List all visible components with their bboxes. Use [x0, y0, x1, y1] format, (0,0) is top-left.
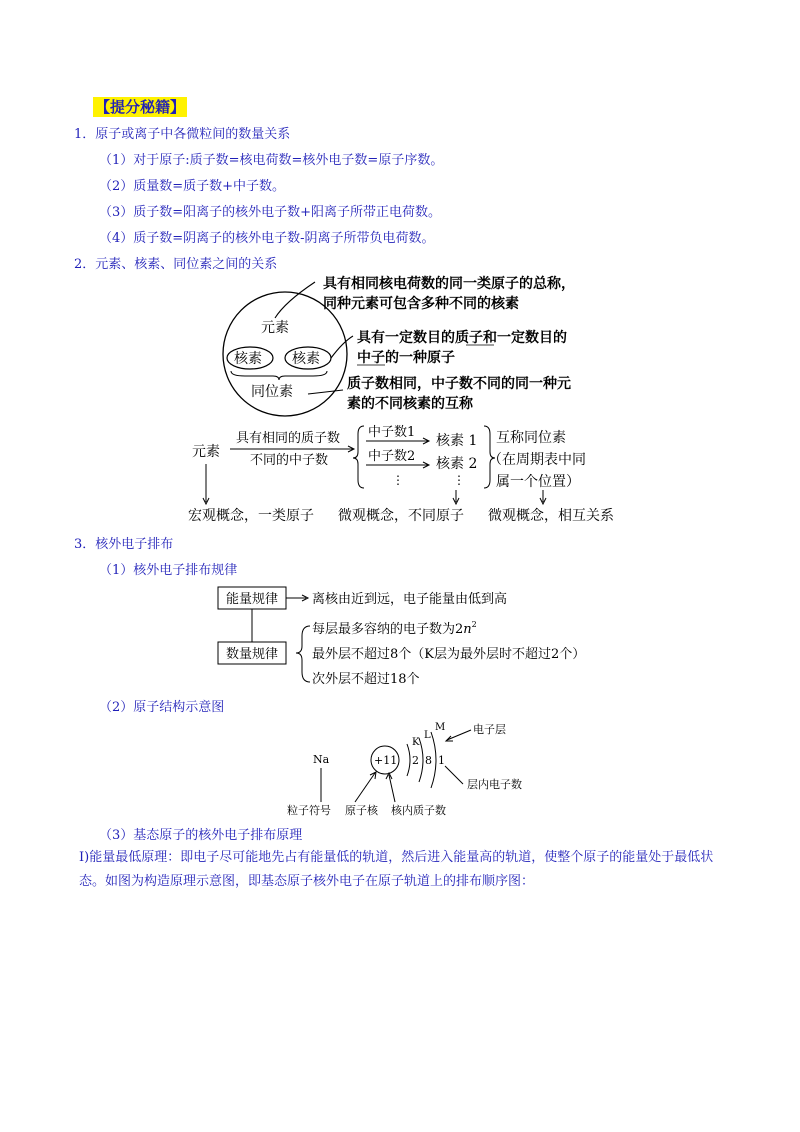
def-tws-line2: 素的不同核素的互称	[347, 396, 473, 412]
atom-symbol: Na	[313, 753, 330, 766]
d2-bottom-2: 微观概念，不同原子	[338, 508, 464, 524]
section3-paragraph: Ⅰ)能量最低原理：即电子尽可能地先占有能量低的轨道，然后进入能量高的轨道，使整个原子的能量处于最低状态。如图为构造原理示意图，即基态原子核外电子在原子轨道上的排布顺序图：	[79, 850, 714, 889]
def-tws-line1: 质子数相同，中子数不同的同一种元	[347, 376, 571, 392]
rule-q2: 最外层不超过8个（K层为最外层时不超过2个）	[312, 647, 586, 662]
d2-yuansu: 元素	[192, 444, 220, 460]
d2-mutual-3: 属一个位置）	[496, 474, 580, 490]
d2-n2: 中子数2	[368, 449, 416, 464]
section2-heading: 2．元素、核素、同位素之间的关系	[74, 257, 278, 272]
section3-sub1: （1）核外电子排布规律	[99, 563, 238, 578]
label-tongweisu: 同位素	[251, 384, 293, 400]
svg-text:每层最多容纳的电子数为2n2	[312, 620, 477, 637]
atom-e1: 2	[412, 754, 419, 767]
def-yuansu-line1: 具有相同核电荷数的同一类原子的总称，	[323, 276, 575, 292]
atom-label-nucleus: 原子核	[345, 804, 378, 817]
atom-structure-diagram	[285, 718, 545, 818]
section3-sub2: （2）原子结构示意图	[99, 700, 225, 715]
rule-energy-text: 离核由近到远，电子能量由低到高	[312, 592, 508, 607]
atom-nucleus: +11	[374, 754, 398, 767]
def-hesu-line1: 具有一定数目的质子和一定数目的	[357, 330, 567, 346]
section3-heading: 3．核外电子排布	[74, 537, 174, 552]
d2-dots-1: ⋮	[392, 473, 404, 487]
d2-mutual-1: 互称同位素	[496, 430, 566, 446]
d2-arrow-bottom: 不同的中子数	[250, 453, 329, 468]
section-title: 【提分秘籍】	[95, 98, 186, 116]
atom-shell-L: L	[424, 730, 431, 741]
section1-heading: 1．原子或离子中各微粒间的数量关系	[74, 127, 291, 142]
d2-bottom-3: 微观概念，相互关系	[488, 508, 614, 524]
def-hesu-line2: 中子的一种原子	[357, 350, 455, 366]
atom-shell-K: K	[412, 737, 420, 748]
rule-q1-exp: 2	[471, 620, 477, 629]
d2-dots-2: ⋮	[453, 473, 465, 487]
d2-n1: 中子数1	[368, 425, 416, 440]
atom-label-protons: 核内质子数	[391, 804, 446, 817]
label-hesu-1: 核素	[234, 351, 262, 367]
d2-hs1: 核素 1	[436, 433, 478, 449]
element-to-nuclide-diagram	[188, 422, 638, 527]
d2-mutual-2: （在周期表中同	[488, 452, 586, 468]
section3-sub3: （3）基态原子的核外电子排布原理	[99, 828, 303, 843]
section1-item-1: （1）对于原子:质子数=核电荷数=核外电子数=原子序数。	[99, 153, 444, 168]
atom-label-symbol: 粒子符号	[287, 804, 331, 817]
atom-e2: 8	[425, 754, 432, 767]
atom-e3: 1	[438, 754, 445, 767]
rule-q1: 每层最多容纳的电子数为2	[312, 622, 464, 637]
atom-shell-M: M	[435, 722, 446, 733]
element-nuclide-isotope-diagram	[215, 272, 615, 420]
electron-rules-diagram	[214, 584, 634, 692]
atom-label-shell: 电子层	[473, 723, 506, 736]
def-yuansu-line2: 同种元素可包含多种不同的核素	[323, 296, 519, 312]
atom-label-shell-electrons: 层内电子数	[467, 778, 522, 791]
d2-arrow-top: 具有相同的质子数	[236, 431, 341, 446]
section1-item-4: （4）质子数=阴离子的核外电子数-阴离子所带负电荷数。	[99, 231, 435, 246]
section1-item-3: （3）质子数=阳离子的核外电子数+阳离子所带正电荷数。	[99, 205, 442, 220]
rule-box-energy: 能量规律	[226, 592, 279, 607]
rule-q3: 次外层不超过18个	[312, 672, 420, 687]
label-hesu-2: 核素	[292, 351, 320, 367]
d2-hs2: 核素 2	[436, 456, 478, 472]
section1-item-2: （2）质量数=质子数+中子数。	[99, 179, 286, 194]
label-yuansu: 元素	[261, 320, 289, 336]
rule-box-quantity: 数量规律	[226, 647, 279, 662]
d2-bottom-1: 宏观概念，一类原子	[188, 508, 314, 524]
rule-q1-var: n	[463, 622, 472, 637]
